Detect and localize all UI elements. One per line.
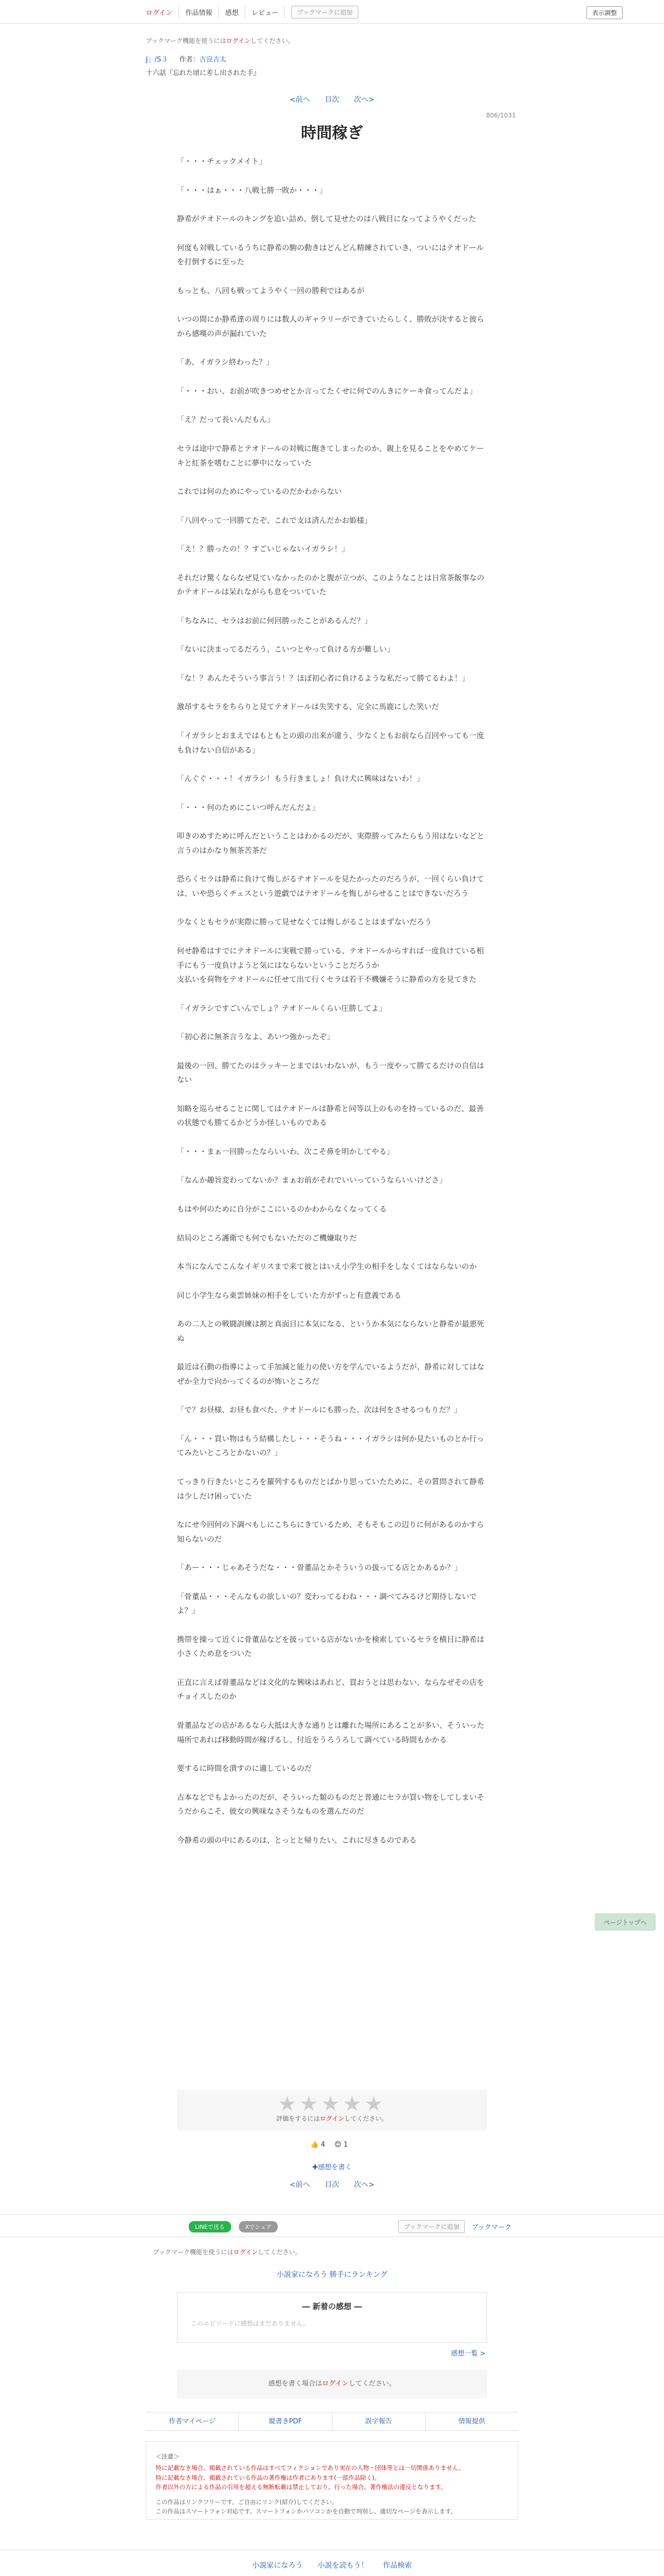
author-mypage-link[interactable]: 作者マイページ	[146, 2413, 239, 2430]
site-links	[146, 2560, 518, 2570]
novel-paragraph: 何せ静希はすでにテオドールに実戦で勝っている、テオドールからすれば一度負けている相手にもう一度負けようと気にはならないということだろうか 支払いを荷物をテオドールに任せて出て行くセラは若干不機嫌そうに静希の方を見てきた	[177, 947, 484, 985]
rating-note-suffix: してください。	[344, 2115, 388, 2122]
top-nav	[146, 5, 358, 19]
novel-paragraph: 「え！？勝ったの！？すごいじゃないイガラシ！」	[177, 545, 350, 554]
work-meta	[146, 54, 518, 64]
author-label: 作者：	[179, 56, 200, 64]
site-link-narou[interactable]: 小説家になろう	[252, 2562, 303, 2570]
novel-paragraph: 「あー・・・じゃあそうだな・・・骨董品とかそういうの扱ってる店とかあるか？」	[177, 1564, 462, 1573]
note-suffix: してください。	[250, 37, 294, 44]
like-reaction[interactable]	[310, 2141, 325, 2149]
novel-paragraph: 「なんか趣旨変わってないか？まぁお前がそれでいいっていうならいいけどさ」	[177, 1177, 447, 1185]
write-impression-link[interactable]: ✚感想を書く	[312, 2164, 352, 2171]
bookmark-login-note-bottom	[153, 2247, 301, 2256]
footer-links	[146, 2412, 518, 2431]
next-page-link-bottom[interactable]: 次へ>	[354, 2181, 375, 2189]
novel-paragraph: 知略を巡らせることに関してはテオドールは静希と同等以上のものを持っているのだ、最善の状態でも勝てるかどうか怪しいものである	[177, 1105, 484, 1128]
page-top-button[interactable]: ページトップへ	[595, 1913, 656, 1931]
info-report-link[interactable]: 情報提供	[458, 2418, 486, 2425]
nav-impressions[interactable]: 感想	[219, 5, 245, 19]
novel-paragraph: 「八回やって一回勝てたぞ、これで支は済んだかお姫様」	[177, 516, 372, 525]
index-link[interactable]: 目次	[325, 96, 339, 104]
novel-paragraph: 何度も対戦しているうちに静希の駒の動きはどんどん精練されていき、ついにはテオドールを打倒するに至った	[177, 244, 484, 267]
episode-title: 時間稼ぎ	[301, 124, 363, 142]
like-count: 4	[321, 2141, 325, 2149]
notice-warning-3: 作者以外の方による作品の引用を超える無断転載は禁止しており、行った場合、著作権法の違反となります。	[156, 2483, 447, 2491]
smile-icon: 😊	[334, 2141, 342, 2149]
add-bookmark-button[interactable]: ブックマークに追加	[291, 6, 358, 19]
rating-login-note	[177, 2114, 487, 2123]
impressions-list-link[interactable]: 感想一覧 >	[451, 2350, 486, 2358]
login-link[interactable]: ログイン	[146, 5, 179, 19]
new-impressions-title: ― 新着の感想 ―	[302, 2302, 362, 2311]
thumbs-up-icon: 👍	[310, 2141, 319, 2149]
note-login-link[interactable]: ログイン	[226, 37, 251, 44]
novel-paragraph: 古本などでもよかったのだが、そういった類のものだと普通にセラが買い物をしてしまいそうだからこそ、彼女の興味なさそうなものを選んだのだ	[177, 1793, 485, 1816]
novel-paragraph: 叩きのめすために呼んだということはわかるのだが、実際勝ってみたらもう用はないなどと言うのはかなり無茶苦茶だ	[177, 832, 485, 855]
reactions	[310, 2141, 348, 2149]
site-link-yomou[interactable]: 小説を読もう！	[318, 2562, 368, 2570]
ranking-link[interactable]: 小説家になろう 勝手にランキング	[276, 2271, 388, 2279]
novel-paragraph: 携帯を操って近くに骨董品などを扱っている店がないかを検索しているセラを横目に静希は小さくため息をついた	[177, 1635, 485, 1659]
novel-paragraph: 最後の一回、勝てたのはラッキーとまではいわないが、もう一度やって勝てるだけの自信はない	[177, 1062, 485, 1085]
novel-paragraph: 少なくともセラが実際に勝って見せなくては悔しがることはまずないだろう	[177, 918, 432, 927]
smile-count: 1	[343, 2141, 348, 2149]
review-login-prefix: 感想を書く場合は	[268, 2380, 322, 2388]
novel-paragraph: なにせ今回何の下調べもしにこちらにきているため、そもそもこの辺りに何があるのかすら知らないのだ	[177, 1521, 484, 1544]
novel-paragraph: 骨董品などの店があるなら大抵は大きな通りとは離れた場所にあることが多い、そういった場所であれば移動時間が稼げるし、付近をうろうろして調べている時間もかかる	[177, 1722, 485, 1745]
note2-login-link[interactable]: ログイン	[233, 2249, 258, 2256]
novel-paragraph: もっとも、八回も戦ってようやく一回の勝利ではあるが	[177, 287, 365, 295]
novel-paragraph: 「・・・おい、お前が吹きつめせとか言ってたくせに何でのんきにケーキ食ってんだよ」	[177, 387, 477, 396]
rating-stars[interactable]: ★★★★★	[278, 2092, 386, 2116]
x-share-button[interactable]: Xでシェア	[239, 2221, 278, 2232]
nav-work-info[interactable]: 作品情報	[179, 5, 219, 19]
novel-paragraph: あの二人との戦闘訓練は割と真面目に本気になる、というか本気にならないと静希が最悪死ぬ	[177, 1320, 485, 1343]
novel-paragraph: 「・・・何のためにこいつ呼んだんだよ」	[177, 803, 320, 812]
novel-paragraph: これでは何のためにやっているのだかわからない	[177, 488, 342, 497]
novel-paragraph: てっきり行きたいところを羅列するものだとばかり思っていたために、その質問されて静希は少しだけ困っていた	[177, 1478, 485, 1501]
novel-paragraph: 最近は石動の指導によって手加減と能力の使い方を学んでいるようだが、静希に対してはなぜか全力で向かってくるのが怖いところだ	[177, 1363, 485, 1386]
novel-paragraph: 「イガラシですごいんでしょ？テオドールくらい圧勝してよ」	[177, 1004, 386, 1013]
rating-note-prefix: 評価をするには	[276, 2115, 320, 2122]
novel-paragraph: 「ちなみに、セラはお前に何回勝ったことがあるんだ？」	[177, 617, 372, 626]
novel-paragraph: 同じ小学生なら東雲姉妹の相手をしていた方がずっと有意義である	[177, 1291, 402, 1300]
novel-paragraph: 「ん・・・買い物はもう結構したし・・・そうね・・・イガラシは何か見たいものとか行ってみたいところとかないの？」	[177, 1435, 485, 1458]
novel-paragraph: 「な！？あんたそういう事言う！？ほぼ初心者に負けるような私だって勝てるわよ！」	[177, 674, 470, 683]
smile-reaction[interactable]	[335, 2141, 348, 2149]
top-pager	[146, 94, 518, 105]
prev-page-link[interactable]: <前へ	[289, 96, 310, 104]
typo-report-link[interactable]: 誤字報告	[333, 2413, 426, 2430]
novel-paragraph: 本当になんでこんなイギリスまで来て彼とはいえ小学生の相手をしなくてはならないのか	[177, 1263, 477, 1272]
novel-paragraph: 「ないに決まってるだろう、こいつとやって負ける方が難しい」	[177, 646, 395, 654]
no-impressions-text: このエピソードに感想はまだありません。	[191, 2320, 309, 2327]
notice-box	[146, 2441, 518, 2520]
novel-paragraph: 「初心者に無茶言うなよ、あいつ強かったぞ」	[177, 1033, 335, 1042]
notice-heading: ＜注意＞	[156, 2453, 179, 2460]
novel-paragraph: 正直に言えば骨董品などは文化的な興味はあれど、買おうとは思わない、ならなぜその店をチョイスしたのか	[177, 1678, 485, 1702]
add-bookmark-button-bottom[interactable]: ブックマークに追加	[398, 2220, 465, 2233]
novel-paragraph: 「イガラシとおまえではもともとの頭の出来が違う、少なくともお前なら百回やっても一度も負けない自信がある」	[177, 732, 485, 755]
novel-paragraph: 激昂するセラをちらりと見てテオドールは失笑する、完全に馬鹿にした笑いだ	[177, 703, 439, 712]
novel-paragraph: もはや何のために自分がここにいるのかわからなくなってくる	[177, 1205, 387, 1214]
novel-paragraph: それだけ驚くならなぜ見ていなかったのかと腹が立つが、このようなことは日常茶飯事なのかテオドールは呆れながらも息をついていた	[177, 574, 485, 597]
note-prefix: ブックマーク機能を使うには	[146, 37, 227, 44]
novel-paragraph: いつの間にか静希達の周りには数人のギャラリーができていたらしく、勝敗が決すると彼らから感嘆の声が漏れていた	[177, 316, 485, 338]
novel-paragraph: 「・・・はぁ・・・八戦七勝一敗か・・・」	[177, 186, 327, 195]
novel-paragraph: 静希がテオドールのキングを追い詰め、倒して見せたのは八戦目になってようやくだった	[177, 215, 476, 224]
chapter-title: 十六話『忘れた頃に差し出された手』	[146, 69, 261, 77]
vertical-pdf-link[interactable]: 縦書きPDF	[239, 2413, 332, 2430]
author-link[interactable]: 吉良吉太	[199, 56, 227, 64]
novel-paragraph: 「・・・まぁ一回勝ったならいいわ、次こそ鼻を明かしてやる」	[177, 1148, 394, 1156]
notice-warning-2: 特に記載なき場合、掲載されている作品の著作権は作者にあります(一部作品除く)。	[156, 2474, 381, 2481]
site-link-search[interactable]: 作品検索	[383, 2562, 412, 2570]
notice-info-1: この作品はリンクフリーです。ご自由にリンク(紹介)してください。	[156, 2498, 338, 2506]
page-count: 806/1031	[486, 112, 516, 119]
next-page-link[interactable]: 次へ>	[354, 96, 375, 104]
display-settings-button[interactable]: 表示調整	[586, 6, 623, 19]
prev-page-link-bottom[interactable]: <前へ	[289, 2181, 310, 2189]
index-link-bottom[interactable]: 目次	[325, 2181, 339, 2189]
note2-prefix: ブックマーク機能を使うには	[153, 2249, 234, 2256]
share-bar	[0, 2214, 664, 2237]
nav-reviews[interactable]: レビュー	[245, 5, 285, 19]
novel-paragraph: セラは途中で静希とテオドールの対戦に飽きてしまったのか、親上を見ることをやめてケーキと紅茶を嗜むことに夢中になっていた	[177, 445, 484, 468]
notice-warning-1: 特に記載なき場合、掲載されている作品はすべてフィクションであり実在の人物・団体等とは一切関係ありません。	[156, 2464, 465, 2472]
series-title-link[interactable]: J」/S３	[146, 56, 168, 64]
novel-paragraph: 「骨董品・・・そんなもの欲しいの？変わってるわね・・・調べてみるけど期待しないでよ？」	[177, 1592, 477, 1616]
bookmark-login-note	[146, 36, 518, 45]
notice-info-2: この作品はスマートフォン対応です。スマートフォンかパソコンかを自動で判別し、適切なページを表示します。	[156, 2507, 457, 2515]
line-share-button[interactable]: LINEで送る	[189, 2221, 231, 2232]
novel-body	[177, 155, 487, 1863]
bottom-pager	[146, 2179, 518, 2190]
rating-box	[177, 2090, 487, 2131]
novel-paragraph: 「え？だって長いんだもん」	[177, 416, 275, 425]
novel-paragraph: 今静希の頭の中にあるのは、とっとと帰りたい、これに尽きるのである	[177, 1836, 417, 1845]
novel-paragraph: 「・・・チェックメイト」	[177, 158, 267, 166]
novel-paragraph: 「んぐぐ・・・！イガラシ！もう行きましょ！負け犬に興味はないわ！」	[177, 775, 425, 784]
novel-paragraph: 「あ、イガラシ終わった？」	[177, 359, 274, 367]
rating-login-link[interactable]: ログイン	[320, 2115, 344, 2122]
impression-login-note	[177, 2370, 487, 2399]
bookmark-link[interactable]: ブックマーク	[472, 2224, 512, 2231]
note2-suffix: してください。	[258, 2249, 301, 2256]
novel-paragraph: 結局のところ護衛でも何でもないただのご機嫌取りだ	[177, 1234, 357, 1243]
new-impressions-box	[177, 2292, 487, 2343]
review-login-link[interactable]: ログイン	[322, 2380, 349, 2388]
novel-paragraph: 要するに時間を潰すのに適しているのだ	[177, 1765, 312, 1774]
novel-paragraph: 「で？お昼様、お昼も食べた、テオドールにも勝った、次は何をさせるつもりだ？」	[177, 1406, 462, 1415]
review-login-suffix: してください。	[349, 2380, 396, 2388]
novel-paragraph: 恐らくセラは静希に負けて悔しがるテオドールを見たかったのだろうが、一回くらい負けては、いや恐らくチェスという遊戯ではテオドールを悔しがらせることはできないだろう	[177, 875, 484, 898]
top-nav-bar	[0, 0, 664, 24]
